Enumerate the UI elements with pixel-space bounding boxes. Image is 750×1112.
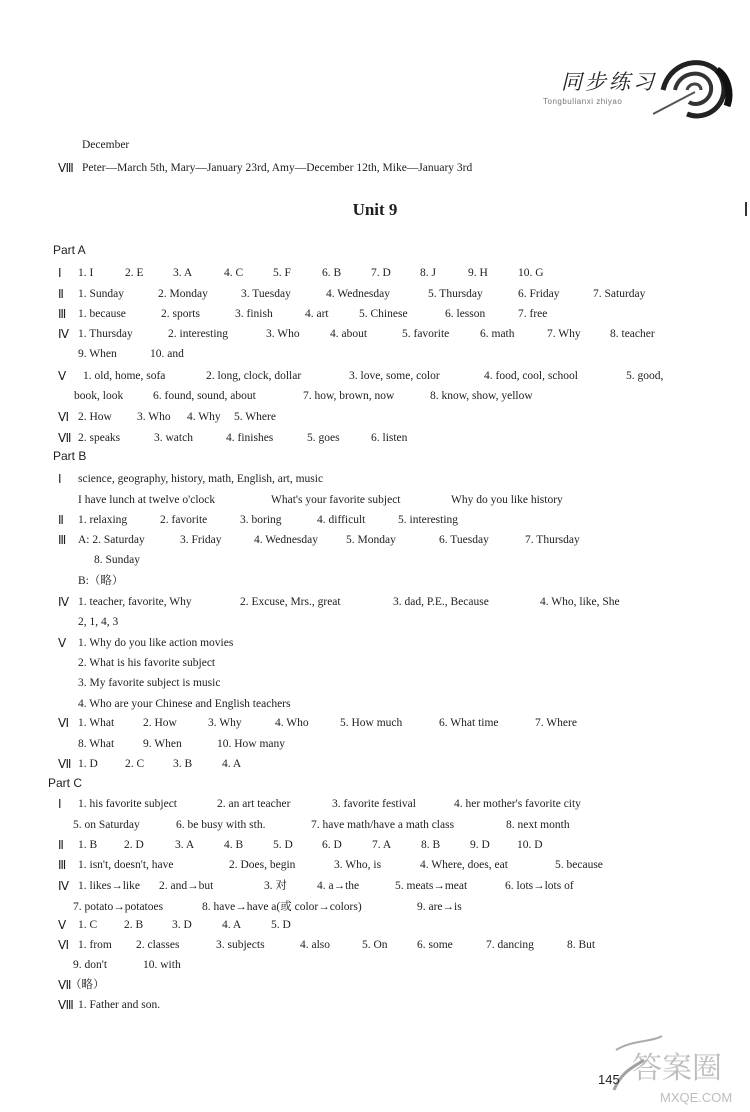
answer-item: 9. When bbox=[143, 738, 182, 750]
answer-item: 7. D bbox=[371, 267, 391, 279]
answer-item: 2. B bbox=[124, 919, 144, 931]
answer-item: 9. don't bbox=[73, 959, 108, 971]
answer-item: 6. listen bbox=[371, 432, 408, 444]
answer-item: 8. know, show, yellow bbox=[430, 390, 533, 402]
answer-item: 5. On bbox=[362, 939, 388, 951]
answer-item: 5. Chinese bbox=[359, 308, 408, 320]
answer-item: 3. B bbox=[173, 758, 193, 770]
unit-title: Unit 9 bbox=[352, 200, 398, 219]
answer-item: 5. favorite bbox=[402, 328, 450, 340]
answer-item: 8. teacher bbox=[610, 328, 655, 340]
answer-item: 3. boring bbox=[240, 514, 282, 526]
answer-item: 4. Who bbox=[275, 717, 309, 729]
answer-item: 1. Thursday bbox=[78, 328, 133, 340]
answer-item: 1. Why do you like action movies bbox=[78, 637, 234, 649]
section-roman: Ⅱ bbox=[58, 513, 64, 527]
answer-item: 1. D bbox=[78, 758, 98, 770]
part-b-label: Part B bbox=[53, 449, 87, 463]
answer-item: 5. interesting bbox=[398, 514, 459, 526]
answer-item: 3. 对 bbox=[264, 880, 287, 892]
section-roman: Ⅰ bbox=[58, 266, 62, 280]
answer-item: 8. Sunday bbox=[94, 554, 140, 566]
section-roman: Ⅲ bbox=[58, 533, 67, 547]
section-roman: Ⅶ bbox=[58, 757, 72, 771]
answer-item: 4. B bbox=[224, 839, 244, 851]
answer-item: science, geography, history, math, English, art, music bbox=[78, 473, 324, 485]
answer-item: 4. also bbox=[300, 939, 331, 951]
answer-item: 6. lots→lots of bbox=[505, 880, 574, 892]
answer-item: A: 2. Saturday bbox=[78, 534, 145, 546]
section-roman: Ⅱ bbox=[58, 287, 64, 301]
answer-item: 10. G bbox=[518, 267, 544, 279]
answer-item: 4. art bbox=[305, 308, 329, 320]
answer-item: 1. C bbox=[78, 919, 98, 931]
section-roman: Ⅳ bbox=[58, 327, 70, 341]
answer-item: 4. Where, does, eat bbox=[420, 859, 508, 871]
answer-item: 7. A bbox=[372, 839, 392, 851]
answer-item: 3. A bbox=[173, 267, 193, 279]
answer-item: What's your favorite subject bbox=[271, 494, 401, 506]
answer-item: 3. favorite festival bbox=[332, 798, 416, 810]
answer-item: 6. D bbox=[322, 839, 342, 851]
section-roman: Ⅵ bbox=[58, 938, 70, 952]
answer-item: 7. Thursday bbox=[525, 534, 580, 546]
answer-item: 4. food, cool, school bbox=[484, 370, 578, 382]
answer-item: 1. isn't, doesn't, have bbox=[78, 859, 174, 871]
answer-item: （略） bbox=[70, 979, 105, 991]
answer-item: Why do you like history bbox=[451, 494, 563, 506]
answer-item: 3. Who bbox=[137, 411, 171, 423]
answer-item: 10. D bbox=[517, 839, 543, 851]
answer-item: 1. Father and son. bbox=[78, 999, 161, 1011]
answer-item: 3. D bbox=[172, 919, 192, 931]
header-title: 同步练习 bbox=[561, 70, 657, 94]
section-roman: Ⅴ bbox=[58, 636, 67, 650]
swirl-logo-icon bbox=[653, 52, 733, 124]
watermark-stamp-icon bbox=[612, 1030, 746, 1108]
answer-item: 5. Thursday bbox=[428, 288, 483, 300]
answer-item: 3. Friday bbox=[180, 534, 222, 546]
answer-item: 6. some bbox=[417, 939, 453, 951]
answer-item: I have lunch at twelve o'clock bbox=[78, 494, 216, 506]
answer-item: 9. are→is bbox=[417, 901, 462, 913]
answer-item: 7. dancing bbox=[486, 939, 534, 951]
answer-item: 2. speaks bbox=[78, 432, 121, 444]
answer-item: 3. dad, P.E., Because bbox=[393, 596, 489, 608]
answer-item: 6. be busy with sth. bbox=[176, 819, 266, 831]
answer-item: 3. Why bbox=[208, 717, 242, 729]
svg-text:答案圈: 答案圈 bbox=[632, 1051, 722, 1086]
answer-item: 5. F bbox=[273, 267, 291, 279]
part-a-label: Part A bbox=[53, 243, 86, 257]
answer-item: 4. Who are your Chinese and English teachers bbox=[78, 698, 291, 710]
header-logo bbox=[535, 52, 735, 127]
answer-item: 3. watch bbox=[154, 432, 193, 444]
section-roman: Ⅱ bbox=[58, 838, 64, 852]
answer-item: 6. Tuesday bbox=[439, 534, 489, 546]
section-roman: Ⅶ bbox=[58, 978, 72, 992]
page-number: 145 bbox=[598, 1072, 620, 1087]
answer-item: 1. from bbox=[78, 939, 112, 951]
answer-item: 2. D bbox=[124, 839, 144, 851]
answer-item: 7. free bbox=[518, 308, 548, 320]
answer-item: 1. relaxing bbox=[78, 514, 128, 526]
part-c-label: Part C bbox=[48, 776, 83, 790]
answer-item: 5. meats→meat bbox=[395, 880, 468, 892]
answer-item: 7. potato→potatoes bbox=[73, 901, 164, 913]
answer-item: 10. How many bbox=[217, 738, 286, 750]
answer-item: 1. teacher, favorite, Why bbox=[78, 596, 192, 608]
answer-item: 4. difficult bbox=[317, 514, 366, 526]
answer-item: 3. A bbox=[175, 839, 195, 851]
section-roman: Ⅵ bbox=[58, 410, 70, 424]
answer-item: 4. Who, like, She bbox=[540, 596, 620, 608]
section-roman: Ⅲ bbox=[58, 858, 67, 872]
answer-item: 7. how, brown, now bbox=[303, 390, 395, 402]
answer-item: 2. E bbox=[125, 267, 144, 279]
answer-item: 7. have math/have a math class bbox=[311, 819, 455, 831]
answer-item: 9. H bbox=[468, 267, 488, 279]
answer-item: 5. goes bbox=[307, 432, 340, 444]
answer-item: 8. What bbox=[78, 738, 115, 750]
answer-item: 2. interesting bbox=[168, 328, 229, 340]
answer-item: 5. D bbox=[273, 839, 293, 851]
answer-item: 5. How much bbox=[340, 717, 403, 729]
answer-item: 1. B bbox=[78, 839, 98, 851]
answer-item: 2. classes bbox=[136, 939, 180, 951]
answer-item: 9. When bbox=[78, 348, 117, 360]
answer-item: 4. her mother's favorite city bbox=[454, 798, 581, 810]
section-roman: Ⅲ bbox=[58, 307, 67, 321]
answer-item: 1. because bbox=[78, 308, 126, 320]
answer-item: 5. Where bbox=[234, 411, 276, 423]
answer-item: 5. Monday bbox=[346, 534, 396, 546]
answer-item: 6. math bbox=[480, 328, 515, 340]
answer-item: 2. Does, begin bbox=[229, 859, 296, 871]
answer-item: 7. Why bbox=[547, 328, 581, 340]
answer-item: 2. Monday bbox=[158, 288, 208, 300]
answer-item: 10. and bbox=[150, 348, 184, 360]
answer-item: 1. I bbox=[78, 267, 94, 279]
answer-item: 4. C bbox=[224, 267, 244, 279]
answer-item: 2. C bbox=[125, 758, 145, 770]
section-roman: Ⅰ bbox=[58, 472, 62, 486]
answer-item: 1. his favorite subject bbox=[78, 798, 178, 810]
answer-item: 6. lesson bbox=[445, 308, 486, 320]
section-roman: Ⅷ bbox=[58, 998, 74, 1012]
answer-item: 5. D bbox=[271, 919, 291, 931]
answer-line: Peter—March 5th, Mary—January 23rd, Amy—December 12th, Mike—January 3rd bbox=[82, 162, 473, 174]
answer-item: 4. Why bbox=[187, 411, 221, 423]
answer-item: 1. What bbox=[78, 717, 115, 729]
answer-item: 4. Wednesday bbox=[326, 288, 391, 300]
answer-item: 2. sports bbox=[161, 308, 200, 320]
answer-item: 4. about bbox=[330, 328, 368, 340]
answer-item: 2. favorite bbox=[160, 514, 208, 526]
answer-item: 2. Excuse, Mrs., great bbox=[240, 596, 341, 608]
continuation-text: December bbox=[82, 139, 130, 151]
answer-item: 8. J bbox=[420, 267, 436, 279]
answer-item: 4. A bbox=[222, 758, 242, 770]
answer-item: 8. have→have a(或 color→colors) bbox=[202, 901, 362, 913]
section-roman: Ⅳ bbox=[58, 879, 70, 893]
section-roman: Ⅰ bbox=[58, 797, 62, 811]
answer-item: 3. Tuesday bbox=[241, 288, 291, 300]
section-roman: Ⅷ bbox=[58, 161, 74, 175]
answer-item: 3. My favorite subject is music bbox=[78, 677, 221, 689]
answer-item: 3. Who, is bbox=[334, 859, 382, 871]
answer-item: 8. But bbox=[567, 939, 596, 951]
answer-item: 3. love, some, color bbox=[349, 370, 440, 382]
answer-item: 6. Friday bbox=[518, 288, 560, 300]
header-subtitle: Tongbulianxi zhiyao bbox=[543, 97, 623, 106]
svg-text:MXQE.COM: MXQE.COM bbox=[660, 1090, 733, 1105]
answer-item: 6. B bbox=[322, 267, 342, 279]
answer-item: 2. an art teacher bbox=[217, 798, 291, 810]
answer-item: 6. What time bbox=[439, 717, 499, 729]
answer-item: B:（略） bbox=[78, 575, 124, 587]
answer-item: 8. B bbox=[421, 839, 441, 851]
answer-item: 2. What is his favorite subject bbox=[78, 657, 216, 669]
answer-item: 1. likes→like bbox=[78, 880, 140, 892]
answer-item: 3. subjects bbox=[216, 939, 265, 951]
answer-item: 7. Where bbox=[535, 717, 577, 729]
answer-item: 5. good, bbox=[626, 370, 664, 382]
answer-item: 1. Sunday bbox=[78, 288, 124, 300]
section-roman: Ⅳ bbox=[58, 595, 70, 609]
section-roman: Ⅶ bbox=[58, 431, 72, 445]
section-roman: Ⅵ bbox=[58, 716, 70, 730]
section-roman: Ⅴ bbox=[58, 369, 67, 383]
answer-item: 2. How bbox=[78, 411, 112, 423]
answer-item: 6. found, sound, about bbox=[153, 390, 256, 402]
answer-item: 2. long, clock, dollar bbox=[206, 370, 302, 382]
answer-item: 2. How bbox=[143, 717, 177, 729]
answer-item: 5. on Saturday bbox=[73, 819, 140, 831]
answer-item: book, look bbox=[74, 390, 124, 402]
answer-item: 2, 1, 4, 3 bbox=[78, 616, 119, 628]
answer-item: 5. because bbox=[555, 859, 603, 871]
answer-item: 3. finish bbox=[235, 308, 273, 320]
section-roman: Ⅴ bbox=[58, 918, 67, 932]
answer-item: 3. Who bbox=[266, 328, 300, 340]
answer-item: 4. finishes bbox=[226, 432, 274, 444]
answer-item: 10. with bbox=[143, 959, 181, 971]
answer-item: 4. A bbox=[222, 919, 242, 931]
answer-item: 1. old, home, sofa bbox=[83, 370, 166, 382]
answer-item: 2. and→but bbox=[159, 880, 214, 892]
answer-item: 8. next month bbox=[506, 819, 570, 831]
answer-item: 4. a→the bbox=[317, 880, 360, 892]
answer-item: 4. Wednesday bbox=[254, 534, 319, 546]
answer-item: 9. D bbox=[470, 839, 490, 851]
answer-item: 7. Saturday bbox=[593, 288, 646, 300]
